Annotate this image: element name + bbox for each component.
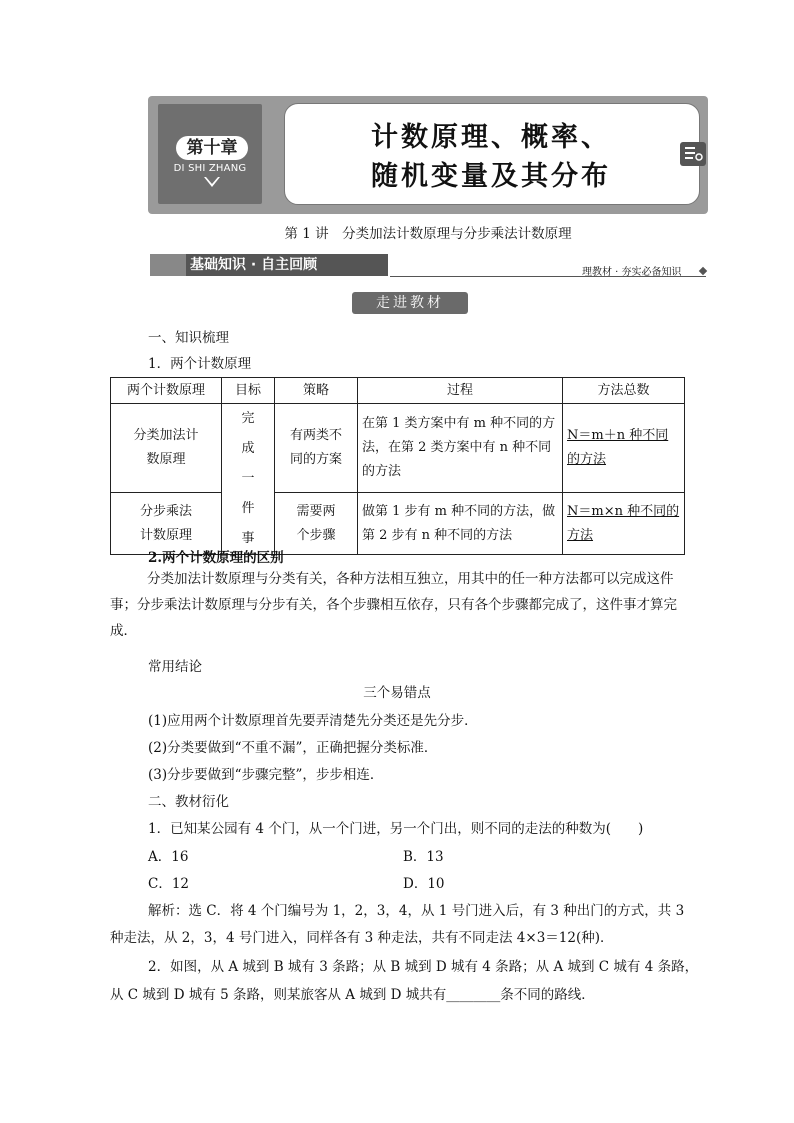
table-cell-name: 分步乘法计数原理 <box>111 493 222 555</box>
table-header: 目标 <box>222 378 275 404</box>
table-cell-goal: 完成一件事 <box>222 404 275 555</box>
lecture-title: 第 1 讲 分类加法计数原理与分步乘法计数原理 <box>284 226 572 242</box>
section-bar-label: 基础知识 · 自主回顾 <box>190 257 318 273</box>
chapter-title-line1: 计数原理、概率、 <box>371 122 611 153</box>
table-header-row <box>111 378 685 404</box>
walk-into-textbook-label: 走进教材 <box>352 292 468 314</box>
option-b: B．13 <box>403 849 444 865</box>
document-icon <box>680 142 706 166</box>
answer-line-1: 解析：选 C．将 4 个门编号为 1，2，3，4，从 1 号门进入后，有 3 种出门的方式，共 3 <box>148 903 685 919</box>
heading-textbook-derivation: 二、教材衍化 <box>148 794 229 810</box>
table-header: 过程 <box>358 378 563 404</box>
badge-arrow-inner <box>206 177 218 184</box>
question-2-line-2: 从 C 城到 D 城有 5 条路，则某旅客从 A 城到 D 城共有________条不同的路线． <box>110 987 595 1003</box>
table-cell-process: 在第 1 类方案中有 m 种不同的方法，在第 2 类方案中有 n 种不同的方法 <box>358 404 563 493</box>
diamond-icon <box>699 267 707 275</box>
common-conclusion: 常用结论 <box>148 659 202 675</box>
chapter-title-line2: 随机变量及其分布 <box>371 161 611 192</box>
table-header: 方法总数 <box>563 378 685 404</box>
section-bar-accent <box>150 254 186 276</box>
table-cell-total: N＝m＋n 种不同的方法 <box>563 404 685 493</box>
three-errors-title: 三个易错点 <box>363 685 431 701</box>
table-cell-total: N＝m×n 种不同的方法 <box>563 493 685 555</box>
difference-paragraph: 分类加法计数原理与分类有关，各种方法相互独立，用其中的任一种方法都可以完成这件事；分步乘法计数原理与分步有关，各个步骤相互依存，只有各个步骤都完成了，这件事才算完成． <box>110 571 677 639</box>
principles-table <box>110 377 685 555</box>
question-1: 1．已知某公园有 4 个门，从一个门进，另一个门出，则不同的走法的种数为( ) <box>148 821 644 837</box>
answer-line-2: 种走法，从 2，3，4 号门进入，同样各有 3 种走法，共有不同走法 4×3＝12(种)． <box>110 930 614 946</box>
chapter-number: 第十章 <box>176 136 248 160</box>
heading-two-principles: 1．两个计数原理 <box>148 356 252 372</box>
table-header: 两个计数原理 <box>111 378 222 404</box>
table-cell-strategy: 需要两个步骤 <box>275 493 358 555</box>
section-subtitle: 理教材 · 夯实必备知识 <box>582 267 682 278</box>
option-d: D．10 <box>403 876 445 892</box>
option-c: C．12 <box>148 876 190 892</box>
table-cell-process: 做第 1 步有 m 种不同的方法，做第 2 步有 n 种不同的方法 <box>358 493 563 555</box>
table-row <box>111 404 685 493</box>
error-item-2: (2)分类要做到“不重不漏”，正确把握分类标准． <box>148 740 438 756</box>
heading-knowledge: 一、知识梳理 <box>148 330 229 346</box>
option-a: A．16 <box>148 849 189 865</box>
table-cell-strategy: 有两类不同的方案 <box>275 404 358 493</box>
error-item-3: (3)分步要做到“步骤完整”，步步相连． <box>148 767 384 783</box>
heading-difference: 2.两个计数原理的区别 <box>148 550 284 566</box>
table-header: 策略 <box>275 378 358 404</box>
question-2-line-1: 2．如图，从 A 城到 B 城有 3 条路；从 B 城到 D 城有 4 条路；从 A 城到 C 城有 4 条路， <box>148 959 699 975</box>
table-cell-name: 分类加法计数原理 <box>111 404 222 493</box>
chapter-pinyin: DI SHI ZHANG <box>173 163 247 174</box>
error-item-1: (1)应用两个计数原理首先要弄清楚先分类还是先分步． <box>148 713 478 729</box>
